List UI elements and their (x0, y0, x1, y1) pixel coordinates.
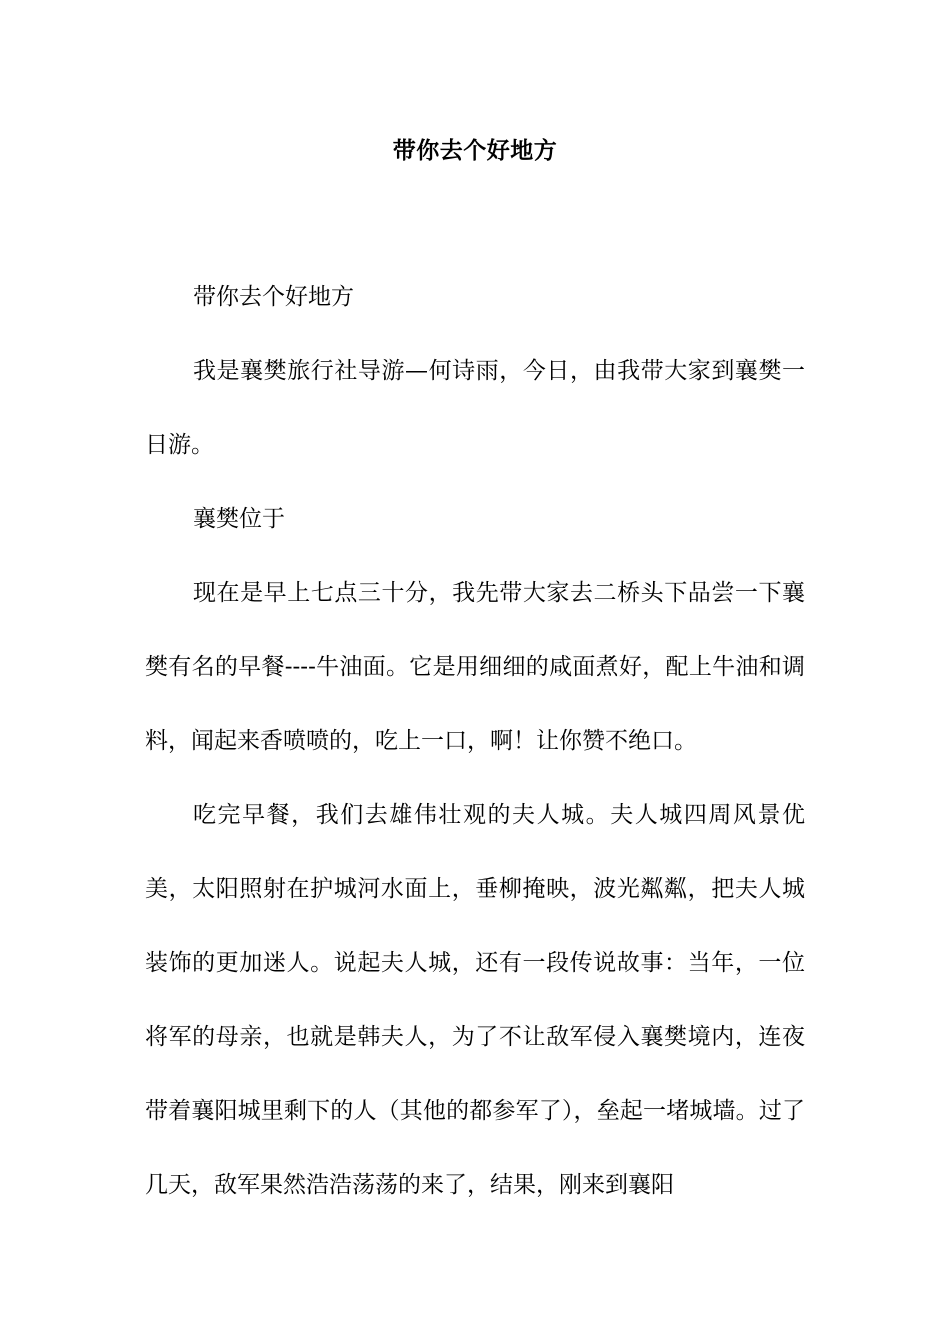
paragraph-breakfast: 现在是早上七点三十分，我先带大家去二桥头下品尝一下襄樊有名的早餐----牛油面。它是用细细的咸面煮好，配上牛油和调料，闻起来香喷喷的，吃上一口，啊！让你赞不绝口。 (145, 580, 805, 754)
paragraph-intro: 我是襄樊旅行社导游—何诗雨，今日，由我带大家到襄樊一日游。 (145, 358, 805, 458)
paragraph-furen-city: 吃完早餐，我们去雄伟壮观的夫人城。夫人城四周风景优美，太阳照射在护城河水面上，垂柳掩映，波光粼粼，把夫人城装饰的更加迷人。说起夫人城，还有一段传说故事：当年，一位将军的母亲，也就是韩夫人，为了不让敌军侵入襄樊境内，连夜带着襄阳城里剩下的人（其他的都参军了），垒起一堵城墙。过了几天，敌军果然浩浩荡荡的来了，结果，刚来到襄阳 (145, 802, 805, 1198)
paragraph-location: 襄樊位于 (193, 506, 285, 532)
document-title: 带你去个好地方 (392, 137, 558, 164)
document-body (145, 260, 805, 1222)
paragraph-heading: 带你去个好地方 (193, 284, 354, 310)
